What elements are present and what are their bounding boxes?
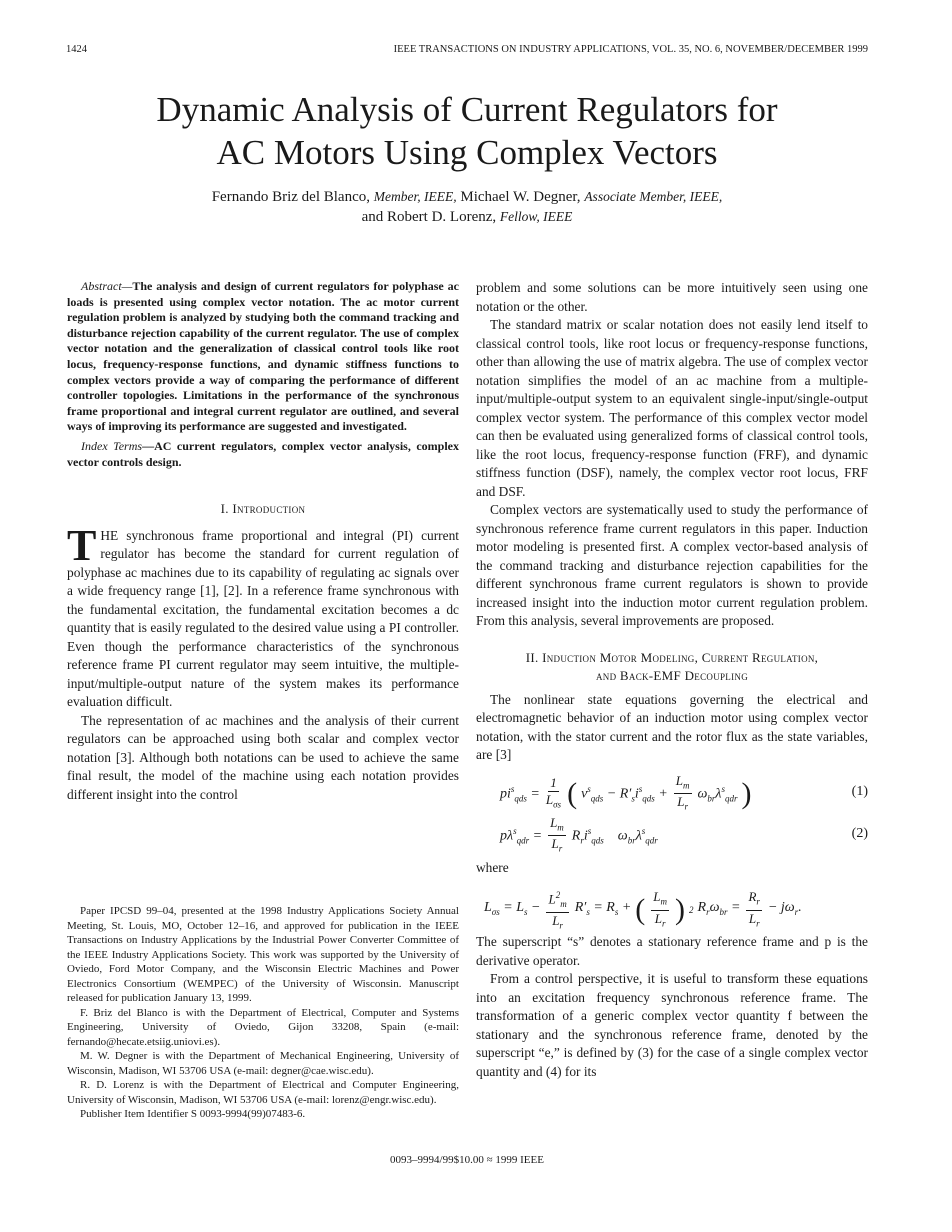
equation-1 bbox=[476, 773, 868, 813]
equation-2-body: $p\lambda^s_{qdr}$ = $\frac{L_m}{L_r}$ $R_ri^s_{qds}$ $\omega_{br}\lambda^s_{qdr}$ bbox=[500, 814, 658, 854]
author-1-role: Member, IEEE, bbox=[373, 189, 457, 204]
section-1-paragraph-1-text: HE synchronous frame proportional and integral (PI) current regulator has become the standard for current regulation of polyphase ac machines due to its capability of regulating ac signals over a wide frequency range [1], [2]. In a reference frame synchronous with the fundamental excitation, the fundamental excitation becomes a dc quantity that is easily regulated to the desired value using a PI controller. Even though the performance characteristics of the synchronous reference frame PI current regulator may seem intuitive, the multiple-input/multiple-output nature of the system makes its performance evaluation difficult. bbox=[67, 527, 459, 710]
drop-cap: T bbox=[67, 520, 97, 570]
footnote-2: F. Briz del Blanco is with the Department of Electrical, Computer and Systems Engineering, University of Oviedo, Gijon 33208, Spain (e-mail: fernando@hecate.etsiig.uniovi.es). bbox=[67, 1006, 459, 1048]
equation-definitions bbox=[476, 883, 868, 933]
section-2-title-line-1: Induction Motor Modeling, Current Regulation, bbox=[542, 649, 819, 665]
author-3-name: and Robert D. Lorenz, bbox=[361, 209, 497, 225]
running-head bbox=[66, 44, 868, 55]
footnote-1: Paper IPCSD 99–04, presented at the 1998 Industry Applications Society Annual Meeting, St. Louis, MO, October 12–16, and approved for publication in the IEEE Transactions on Industry Applications by the Industrial Power Converter Committee of the IEEE Industry Applications Society. This work was supported by the University of Oviedo, Ford Motor Company, and the Wisconsin Electric Machines and Power Electronics Consortium (WEMPEC) of the University of Wisconsin. Manuscript released for publication January 13, 1999. bbox=[67, 905, 459, 1004]
section-1-heading bbox=[67, 500, 459, 519]
author-2-name: Michael W. Degner, bbox=[460, 189, 581, 205]
equation-2 bbox=[476, 815, 868, 855]
section-2-paragraph-1: The nonlinear state equations governing the electrical and electromagnetic behavior of an induction motor using complex vector notation, with the stator current and the rotor flux as the state variables, are [3] bbox=[476, 691, 868, 762]
section-2-title-line-2: and Back-EMF Decoupling bbox=[595, 667, 749, 683]
left-column bbox=[67, 279, 459, 804]
right-paragraph-continued: problem and some solutions can be more intuitively seen using one notation or the other. bbox=[476, 280, 868, 314]
section-2-heading bbox=[476, 649, 868, 685]
index-terms bbox=[67, 439, 459, 470]
paper-title bbox=[66, 88, 868, 174]
equation-definitions-body: $L_{\sigma s} = L_s$ − $\frac{L^2_m}{L_r}$ $R'_s = R_s$ + ( $\frac{L_m}{L_r}$ ) 2 $R_r\omega_{br}$ = $\frac{R_r}{L_r}$ − $j\omega_r$. bbox=[484, 887, 802, 934]
footnote-5: Publisher Item Identifier S 0093-9994(99)07483-6. bbox=[80, 1108, 306, 1120]
footnotes bbox=[67, 904, 459, 1122]
equation-1-body: $pi^s_{qds}$ = $\frac{1}{L_{\sigma s}}$ ( $v^s_{qds} - R'_si^s_{qds}$ + $\frac{L_m}{L_r}$ $\omega_{br}\lambda^s_{qdr}$ ) bbox=[500, 772, 752, 812]
author-1-name: Fernando Briz del Blanco, bbox=[211, 189, 370, 205]
abstract-lead: Abstract— bbox=[81, 279, 133, 293]
equation-1-number: (1) bbox=[851, 783, 868, 799]
copyright-footer: 0093–9994/99$10.00 ≈ 1999 IEEE bbox=[390, 1154, 544, 1166]
footnote-4: R. D. Lorenz is with the Department of Electrical and Computer Engineering, University of Wisconsin, Madison, WI 53706 USA (e-mail: lorenz@engr.wisc.edu). bbox=[67, 1079, 459, 1106]
section-2-paragraph-3: From a control perspective, it is useful to transform these equations into an excitation frequency synchronous reference frame. The transformation of a generic complex vector quantity f between the stationary and the synchronous reference frame, denoted by the superscript “e,” is defined by (3) for the case of a single complex vector quantity and (4) for its bbox=[476, 971, 868, 1079]
section-1-paragraph-1 bbox=[67, 520, 459, 712]
title-line-1: Dynamic Analysis of Current Regulators for bbox=[156, 90, 778, 129]
abstract-text: The analysis and design of current regulators for polyphase ac loads is presented using complex vector notation. The ac motor current regulation problem is analyzed by studying both the command tracking and disturbance rejection capability of the current regulator. The use of complex vector notation and the generalization of classical control tools like root locus, frequency-response functions, and dynamic stiffness functions to complex vectors provide a way of comparing the performance of different controller topologies. Limitations in the performance of the synchronous frame proportional and integral current regulator are outlined, and several ways of improving its performance are suggested and investigated. bbox=[67, 279, 459, 434]
right-column bbox=[476, 279, 868, 1081]
index-terms-lead: Index Terms bbox=[81, 438, 143, 453]
section-2-paragraph-2: The superscript “s” denotes a stationary reference frame and p is the derivative operator. bbox=[476, 934, 868, 968]
equation-2-number: (2) bbox=[851, 825, 868, 841]
section-1-paragraph-2: The representation of ac machines and the analysis of their current regulators can be approached using both scalar and complex vector notation [3]. Although both notations can be used to achieve the same final result, the model of the machine using each notation provides different insight into the control bbox=[67, 712, 459, 802]
section-2-numeral: II. bbox=[525, 649, 539, 665]
abstract bbox=[67, 279, 459, 435]
footnote-3: M. W. Degner is with the Department of Mechanical Engineering, University of Wisconsin, Madison, WI 53706 USA (e-mail: degner@cae.wisc.edu). bbox=[67, 1050, 459, 1077]
right-paragraph-2: The standard matrix or scalar notation does not easily lend itself to classical control tools, like root locus or frequency-response functions, other than allowing the use of matrix algebra. The use of complex vector notation simplifies the model of an ac machine from a multiple-input/multiple-output system to an equivalent single-input/single-output complex vector system. The performance of this complex vector model can then be evaluated using generalized forms of classical control tools, like the root locus, frequency-response function (FRF), and dynamic stiffness function (DSF), namely, the complex vector root locus, FRF and DSF. bbox=[476, 317, 868, 499]
author-list bbox=[66, 187, 868, 227]
index-terms-text: —AC current regulators, complex vector analysis, complex vector controls design. bbox=[67, 438, 460, 469]
section-1-title: Introduction bbox=[232, 501, 306, 517]
where-text: where bbox=[476, 859, 509, 875]
right-paragraph-3: Complex vectors are systematically used to study the performance of synchronous reference frame current regulators in this paper. Induction motor modeling is presented first. A complex vector-based analysis of the command tracking and disturbance rejection capabilities for the different synchronous frame current regulators is shown to provide increased insight into the induction motor current regulation problem. From this analysis, several improvements are proposed. bbox=[476, 502, 868, 628]
title-line-2: AC Motors Using Complex Vectors bbox=[216, 133, 718, 172]
author-3-role: Fellow, IEEE bbox=[499, 209, 573, 224]
journal-citation: IEEE TRANSACTIONS ON INDUSTRY APPLICATIONS, VOL. 35, NO. 6, NOVEMBER/DECEMBER 1999 bbox=[393, 44, 868, 55]
author-2-role: Associate Member, IEEE, bbox=[584, 189, 723, 204]
page-number: 1424 bbox=[66, 44, 87, 55]
section-1-numeral: I. bbox=[220, 501, 229, 517]
